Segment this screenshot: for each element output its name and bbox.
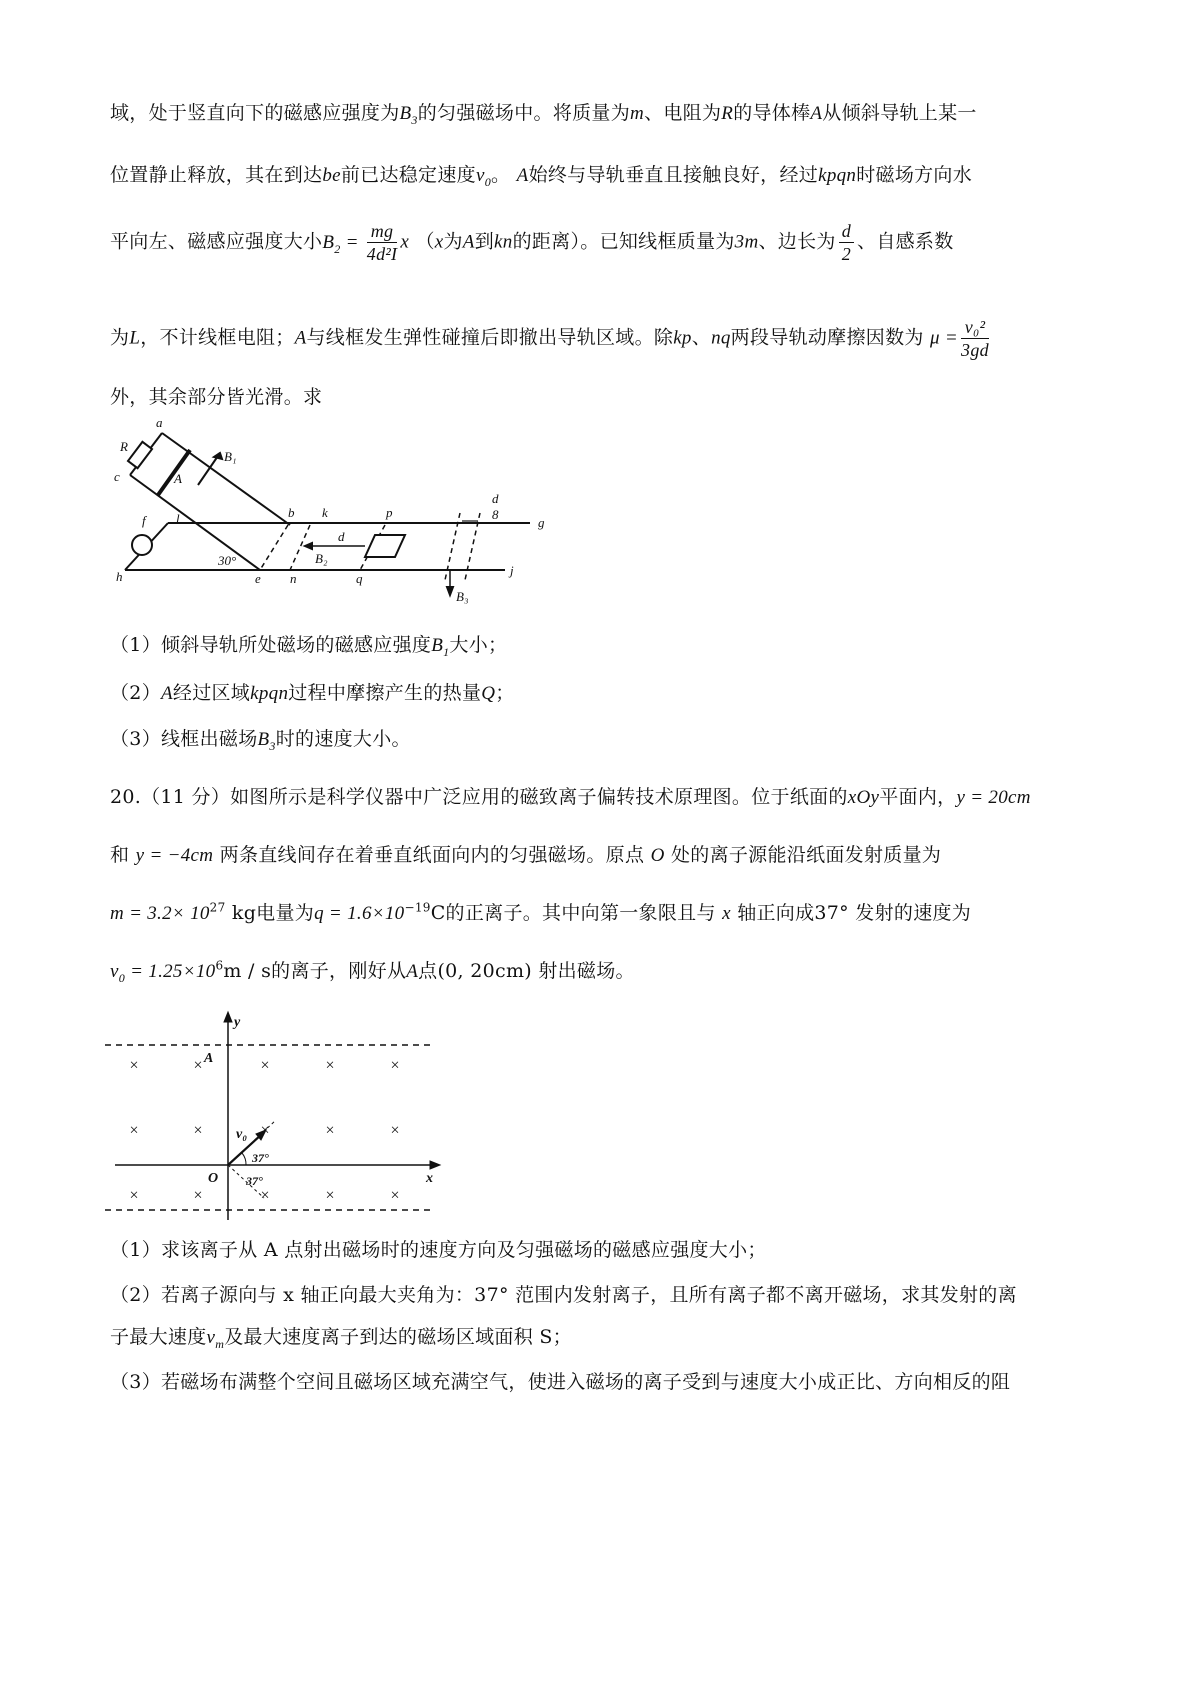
field-cross: × (260, 1122, 270, 1139)
p20-question-1: （1）求该离子从 A 点射出磁场时的速度方向及匀强磁场的磁感应强度大小； (110, 1239, 767, 1261)
fig2-label-x: x (426, 1171, 433, 1186)
wire-frame (365, 535, 405, 557)
p20-line-2: 和 y = −4cm 两条直线间存在着垂直纸面向内的匀强磁场。原点 O 处的离子源能沿纸面发射质量为 (110, 844, 942, 866)
p20-question-2b: 子最大速度$v_m$及最大速度离子到达的磁场区域面积 S； (110, 1326, 572, 1351)
fig1-label: R (120, 439, 128, 454)
fig2-label-A: A (204, 1051, 214, 1066)
source-circle (132, 535, 152, 555)
p19-question-2: （2）A经过区域kpqn过程中摩擦产生的热量Q； (110, 682, 515, 704)
p19-line-3: 平向左、磁感应强度大小$B_2$ = $\frac{mg}{\text{4d²I}}$ x （x为A到kn的距离）。已知线框质量为3m、边长为 $\frac{d}{2}$ 、自感系数 (110, 221, 954, 264)
fig1-label: f (142, 513, 146, 528)
fig1-label: k (322, 505, 328, 520)
fig2-label-O: O (208, 1171, 219, 1186)
field-cross: × (193, 1057, 203, 1074)
fig2-label-v0: v₀ (236, 1127, 248, 1142)
figure-rails-diagram (110, 415, 570, 610)
fig1-label: B₂ (315, 551, 328, 566)
field-cross: × (193, 1187, 203, 1204)
fraction-d-half: $\frac{d}{2}$ (839, 220, 854, 265)
fraction-mu: $\frac{\text{v₀²}}{3gd}$ (961, 317, 989, 360)
field-cross: × (325, 1057, 335, 1074)
field-cross: × (129, 1057, 139, 1074)
symbol-B3: $B_3$ (399, 103, 418, 127)
field-cross: × (260, 1187, 270, 1204)
field-cross: × (193, 1122, 203, 1139)
fig2-label-angle: 37° (252, 1151, 269, 1165)
p19-line-1: 域，处于竖直向下的磁感应强度为$B_3$的匀强磁场中。将质量为m、电阻为R的导体棒A从倾斜导轨上某一 (110, 102, 977, 127)
fig2-label-angle: 37° (246, 1174, 263, 1188)
p20-question-2a: （2）若离子源向与 x 轴正向最大夹角为：37° 范围内发射离子，且所有离子都不离开磁场，求其发射的离 (110, 1284, 1017, 1306)
p20-line-1: 20.（11 分）如图所示是科学仪器中广泛应用的磁致离子偏转技术原理图。位于纸面的xOy平面内，y = 20cm (110, 786, 1031, 808)
fig1-label: e (255, 571, 261, 586)
field-cross: × (325, 1122, 335, 1139)
fig1-label: q (356, 571, 363, 586)
fig1-label: d (338, 529, 345, 544)
fig1-label: A (174, 471, 182, 486)
figure-magnetic-field-diagram (100, 1010, 450, 1230)
field-cross: × (325, 1187, 335, 1204)
fig1-label: B₃ (456, 589, 469, 604)
fig1-label: j (510, 563, 514, 578)
p20-line-3: $m = 3.2\times 10^{27}$ kg电量为$q = 1.6\times 10^{-19}C$的正离子。其中向第一象限且与 x 轴正向成37° 发射的速度为 (110, 900, 972, 924)
p19-line-5: 外，其余部分皆光滑。求 (110, 386, 323, 408)
fig1-label: 8 (492, 507, 499, 522)
field-cross: × (129, 1122, 139, 1139)
field-cross: × (260, 1057, 270, 1074)
resistor-R (128, 442, 152, 468)
fraction-b2: $\frac{mg}{\text{4d²I}}$ (366, 221, 398, 264)
p19-line-4: 为L，不计线框电阻；A与线框发生弹性碰撞后即撤出导轨区域。除kp、nq两段导轨动摩擦因数为 μ = $\frac{\text{v₀²}}{3gd}$ (110, 317, 989, 360)
p20-line-4: $v_0 = 1.25\times 10^6m / s$的离子，刚好从A点(0, 20cm) 射出磁场。 (110, 958, 635, 985)
field-cross: × (129, 1187, 139, 1204)
fig1-label: l (176, 511, 180, 526)
fig1-label: 30° (218, 553, 237, 568)
p19-line-2: 位置静止释放，其在到达be前已达稳定速度$v_0$。 A始终与导轨垂直且接触良好，经过kpqn时磁场方向水 (110, 164, 973, 189)
fig1-label: d (492, 491, 499, 506)
field-cross: × (390, 1057, 400, 1074)
p19-question-1: （1）倾斜导轨所处磁场的磁感应强度$B_1$大小； (110, 634, 508, 659)
fig1-label: p (386, 505, 393, 520)
fig1-label: h (116, 569, 123, 584)
p20-question-3: （3）若磁场布满整个空间且磁场区域充满空气，使进入磁场的离子受到与速度大小成正比、方向相反的阻 (110, 1371, 1011, 1393)
fig1-label: g (538, 515, 545, 530)
fig1-label: b (288, 505, 295, 520)
p19-question-3: （3）线框出磁场$B_3$时的速度大小。 (110, 728, 411, 753)
fig1-label: B₁ (224, 449, 237, 464)
field-cross: × (390, 1122, 400, 1139)
field-cross: × (390, 1187, 400, 1204)
fig1-label: n (290, 571, 297, 586)
fig2-label-y: y (234, 1015, 241, 1030)
fig1-label: c (114, 469, 120, 484)
fig1-label: a (156, 415, 163, 430)
